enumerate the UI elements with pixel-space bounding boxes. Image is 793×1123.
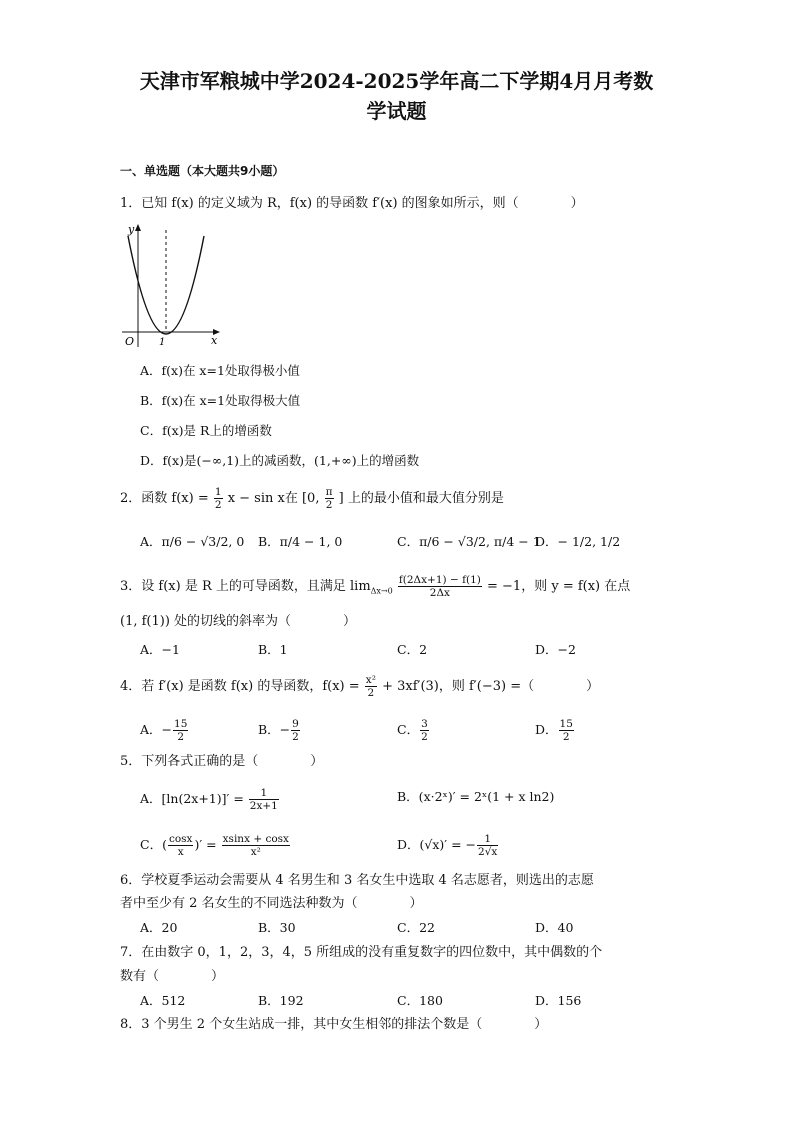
q2-pi-den: 2	[325, 499, 333, 511]
q5-option-c: C．( $\frac{\cos x}{x}$ )′ = $\frac{xsinx + \cos x}{\text{x²}}$	[140, 833, 289, 858]
q4-stem-part-b: + 3xf′(3)，则 f′(−3) =（ ）	[382, 679, 600, 694]
q3-stem-part-a: 3．设 f(x) 是 R 上的可导函数，且满足 lim	[120, 579, 371, 594]
question-5-stem: 5．下列各式正确的是（ ）	[120, 754, 324, 769]
q4-option-b	[258, 718, 301, 743]
q3-option-d: D．−2	[535, 642, 576, 657]
q5-c-num: xsinx + cosx	[222, 833, 289, 845]
question-7-line-2: 数有（ ）	[120, 969, 225, 984]
q1-option-c: C．f(x)是 R上的增函数	[140, 423, 272, 438]
q6-option-d: D．40	[535, 920, 574, 935]
q4-d-fraction	[559, 718, 574, 743]
q4-option-c	[397, 718, 430, 743]
q2-option-b: B．π/4 − 1, 0	[258, 534, 343, 549]
question-3-stem	[120, 574, 630, 602]
q4-a-den: 2	[177, 731, 185, 743]
question-7-line-1: 7．在由数字 0，1，2，3，4，5 所组成的没有重复数字的四位数中，其中偶数的个	[120, 945, 603, 960]
q4-option-a	[140, 718, 189, 743]
q5-c-inner-num: cosx	[168, 833, 193, 845]
q5-option-b: B．(x·2ˣ)′ = 2ˣ(1 + x ln2)	[397, 789, 555, 804]
q3-frac-num: f(2Δx+1) − f(1)	[398, 574, 481, 586]
q2-half-den: 2	[214, 499, 222, 511]
q3-option-b: B．1	[258, 642, 288, 657]
q1-option-d: D．f(x)是(−∞,1)上的减函数，(1,+∞)上的增函数	[140, 453, 420, 468]
q5-a-lhs: A．[ln(2x+1)]′ =	[140, 791, 248, 806]
q4-d-num: 15	[559, 718, 573, 730]
q2-stem-part-a: 2．函数 f(x) =	[120, 491, 213, 506]
q2-pi-fraction	[325, 486, 334, 511]
q2-option-d: D．− 1/2, 1/2	[535, 534, 621, 549]
title-line-1: 天津市军粮城中学2024-2025学年高二下学期4月月考数	[139, 69, 654, 93]
question-6-line-1: 6．学校夏季运动会需要从 4 名男生和 3 名女生中选取 4 名志愿者，则选出的志愿	[120, 873, 594, 888]
q4-c-fraction	[420, 718, 429, 743]
q4-b-den: 2	[292, 731, 299, 743]
q4-a-prefix: A．−	[140, 722, 173, 737]
question-3-stem-line-2: (1, f(1)) 处的切线的斜率为（ ）	[120, 614, 357, 629]
title-line-2: 学试题	[366, 99, 427, 123]
q4-stem-part-a: 4．若 f′(x) 是函数 f(x) 的导函数，f(x) =	[120, 679, 364, 694]
q6-option-a: A．20	[140, 920, 178, 935]
q4-b-prefix: B．−	[258, 722, 291, 737]
q2-option-a: A．π/6 − √3/2, 0	[140, 534, 245, 549]
question-6-line-2: 者中至少有 2 名女生的不同选法种数为（ ）	[120, 896, 423, 911]
y-axis-label: y	[128, 223, 135, 236]
q3-option-c: C．2	[397, 642, 428, 657]
q4-a-fraction	[173, 718, 188, 743]
q4-option-d	[535, 718, 575, 743]
q4-b-num: 9	[292, 718, 299, 730]
q1-option-b: B．f(x)在 x=1处取得极大值	[140, 393, 301, 408]
q4-b-fraction	[291, 718, 300, 743]
q4-a-num: 15	[174, 718, 188, 730]
q5-d-fraction	[477, 833, 498, 858]
q5-c-den: x²	[250, 846, 261, 858]
exam-title	[0, 66, 793, 126]
q5-c-prefix: C．	[140, 837, 163, 852]
q1-option-a: A．f(x)在 x=1处取得极小值	[140, 363, 300, 378]
q4-x2-den: 2	[367, 687, 375, 699]
q3-frac-den: 2Δx	[429, 587, 450, 599]
q5-a-fraction	[249, 787, 279, 812]
q6-option-b: B．30	[258, 920, 296, 935]
q7-option-c: C．180	[397, 993, 443, 1008]
derivative-graph	[116, 222, 226, 352]
question-4-stem	[120, 674, 599, 699]
q7-option-a: A．512	[140, 993, 186, 1008]
q4-c-prefix: C．	[397, 722, 420, 737]
q5-c-inner-fraction	[168, 833, 194, 858]
q2-option-c: C．π/6 − √3/2, π/4 − 1	[397, 534, 541, 549]
q5-c-inner-den: x	[177, 846, 184, 858]
q5-a-den: 2x+1	[249, 800, 278, 812]
q2-stem-part-b: x − sin x在 [0,	[227, 491, 320, 506]
x-axis-label: x	[211, 334, 218, 347]
q3-stem-part-b: = −1，则 y = f(x) 在点	[487, 579, 631, 594]
y-axis-arrow	[135, 224, 141, 231]
q7-option-b: B．192	[258, 993, 304, 1008]
q4-c-den: 2	[421, 731, 428, 743]
q2-half-fraction	[214, 486, 223, 511]
q5-c-mid: ′ =	[199, 837, 221, 852]
question-8-line-1: 8．3 个男生 2 个女生站成一排，其中女生相邻的排法个数是（ ）	[120, 1017, 548, 1032]
q2-half-num: 1	[214, 486, 222, 498]
q4-d-den: 2	[562, 731, 570, 743]
section-heading: 一、单选题（本大题共9小题）	[120, 164, 285, 178]
question-1-stem: 1．已知 f(x) 的定义域为 R，f(x) 的导函数 f′(x) 的图象如所示，则（ ）	[120, 196, 584, 211]
q7-option-d: D．156	[535, 993, 582, 1008]
q5-d-num: 1	[477, 833, 498, 846]
q4-c-num: 3	[421, 718, 428, 730]
q3-option-a: A．−1	[140, 642, 180, 657]
q4-x2-num: x²	[365, 674, 376, 686]
q3-limit-fraction	[398, 574, 482, 599]
question-2-stem	[120, 486, 504, 511]
q5-d-lhs: D．(√x)′ = −	[397, 837, 477, 852]
q5-a-num: 1	[249, 787, 279, 800]
q2-pi-num: π	[325, 486, 333, 498]
q4-d-prefix: D．	[535, 722, 558, 737]
origin-label: O	[125, 335, 135, 348]
q5-d-den: 2√x	[478, 846, 498, 858]
q5-c-fraction	[222, 833, 290, 858]
q5-option-d	[397, 833, 499, 858]
q3-limit-subscript: Δx→0	[370, 586, 393, 596]
q2-stem-part-c: ] 上的最小值和最大值分别是	[338, 491, 504, 506]
q6-option-c: C．22	[397, 920, 435, 935]
q5-option-a	[140, 787, 280, 812]
q4-x2-fraction	[365, 674, 377, 699]
tick-label-1: 1	[159, 337, 166, 348]
